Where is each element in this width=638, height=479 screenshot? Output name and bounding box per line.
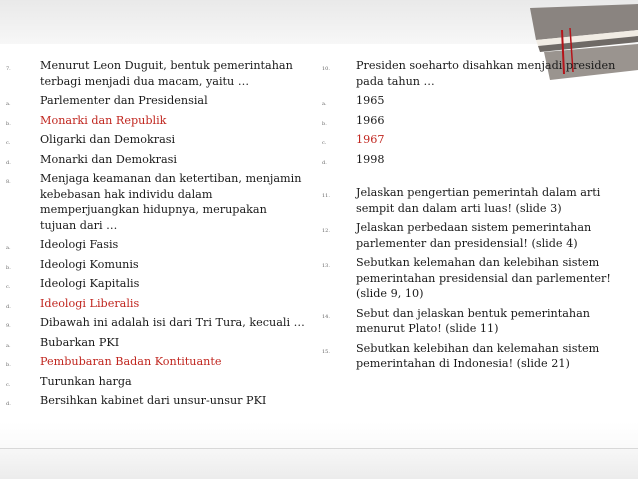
item-number: c. bbox=[6, 381, 11, 388]
right-item bbox=[322, 152, 622, 168]
left-item bbox=[6, 237, 306, 253]
item-number: 12. bbox=[322, 228, 330, 234]
item-number: b. bbox=[6, 120, 11, 127]
right-item bbox=[322, 113, 622, 129]
item-number: c. bbox=[6, 140, 11, 146]
right-item bbox=[322, 93, 622, 109]
right-column bbox=[322, 58, 622, 372]
left-column bbox=[6, 58, 306, 409]
left-item bbox=[6, 335, 306, 351]
item-text: Ideologi Komunis bbox=[40, 257, 139, 271]
item-text: 1965 bbox=[356, 94, 385, 107]
item-number: d. bbox=[6, 159, 11, 166]
item-number: a. bbox=[6, 245, 11, 251]
item-number: d. bbox=[6, 401, 11, 407]
item-number: c. bbox=[322, 140, 327, 146]
item-text: Jelaskan pengertian pemerintah dalam arti sempit dan dalam arti luas! (slide 3) bbox=[356, 186, 601, 215]
item-text: 1967 bbox=[356, 133, 385, 146]
item-text: Bubarkan PKI bbox=[40, 335, 120, 349]
item-text: 1966 bbox=[356, 113, 385, 127]
item-number: b. bbox=[6, 264, 11, 271]
bottom-band bbox=[0, 449, 638, 479]
item-number: d. bbox=[322, 159, 327, 166]
item-number: 8. bbox=[6, 179, 11, 185]
item-text: Jelaskan perbedaan sistem pemerintahan parlementer dan presidensial! (slide 4) bbox=[356, 221, 592, 250]
item-text: Turunkan harga bbox=[40, 374, 132, 388]
right-item bbox=[322, 58, 622, 89]
item-number: 11. bbox=[322, 193, 330, 199]
left-item bbox=[6, 152, 306, 168]
left-item bbox=[6, 354, 306, 370]
right-item bbox=[322, 132, 622, 148]
left-item bbox=[6, 315, 306, 331]
item-text: Ideologi Fasis bbox=[40, 238, 119, 251]
left-item bbox=[6, 58, 306, 89]
item-text: Pembubaran Badan Kontituante bbox=[40, 355, 222, 368]
item-number: 13. bbox=[322, 263, 330, 269]
left-item bbox=[6, 374, 306, 390]
item-text: Monarki dan Demokrasi bbox=[40, 152, 177, 166]
item-text: Bersihkan kabinet dari unsur-unsur PKI bbox=[40, 394, 267, 407]
left-item bbox=[6, 257, 306, 273]
item-number: 14. bbox=[322, 313, 330, 320]
left-item bbox=[6, 171, 306, 233]
left-item bbox=[6, 393, 306, 409]
item-text: Menjaga keamanan dan ketertiban, menjamin kebebasan hak individu dalam memperjuangkan hidupnya, merupakan tujuan dari … bbox=[40, 172, 302, 232]
item-text: Menurut Leon Duguit, bentuk pemerintahan terbagi menjadi dua macam, yaitu … bbox=[40, 59, 293, 88]
left-item bbox=[6, 132, 306, 148]
item-number: a. bbox=[6, 101, 11, 107]
item-text: Ideologi Liberalis bbox=[40, 296, 140, 310]
right-item bbox=[322, 341, 622, 372]
item-text: Monarki dan Republik bbox=[40, 113, 167, 127]
left-item bbox=[6, 93, 306, 109]
item-number: b. bbox=[322, 120, 327, 127]
item-number: a. bbox=[6, 342, 11, 349]
left-item bbox=[6, 113, 306, 129]
item-number: 9. bbox=[6, 323, 11, 329]
item-number: a. bbox=[322, 101, 327, 107]
left-item bbox=[6, 276, 306, 292]
item-number: 15. bbox=[322, 348, 330, 355]
item-number: 10. bbox=[322, 66, 330, 72]
item-text: Dibawah ini adalah isi dari Tri Tura, kecuali … bbox=[40, 316, 305, 329]
right-item bbox=[322, 220, 622, 251]
right-item bbox=[322, 185, 622, 216]
item-text: Parlementer dan Presidensial bbox=[40, 94, 208, 107]
item-number: d. bbox=[6, 303, 11, 310]
item-number: b. bbox=[6, 362, 11, 368]
item-text: Sebutkan kelebihan dan kelemahan sistem pemerintahan di Indonesia! (slide 21) bbox=[356, 341, 600, 370]
item-text: Oligarki dan Demokrasi bbox=[40, 133, 176, 146]
item-text: Ideologi Kapitalis bbox=[40, 277, 140, 290]
item-number: c. bbox=[6, 284, 11, 290]
item-text: 1998 bbox=[356, 152, 385, 166]
right-item bbox=[322, 306, 622, 337]
item-text: Sebut dan jelaskan bentuk pemerintahan menurut Plato! (slide 11) bbox=[356, 306, 590, 335]
right-item bbox=[322, 255, 622, 302]
item-number: 7. bbox=[6, 66, 11, 72]
item-text: Sebutkan kelemahan dan kelebihan sistem pemerintahan presidensial dan parlementer! (slide 9, 10) bbox=[356, 256, 611, 300]
left-item bbox=[6, 296, 306, 312]
item-text: Presiden soeharto disahkan menjadi presiden pada tahun … bbox=[356, 59, 616, 88]
